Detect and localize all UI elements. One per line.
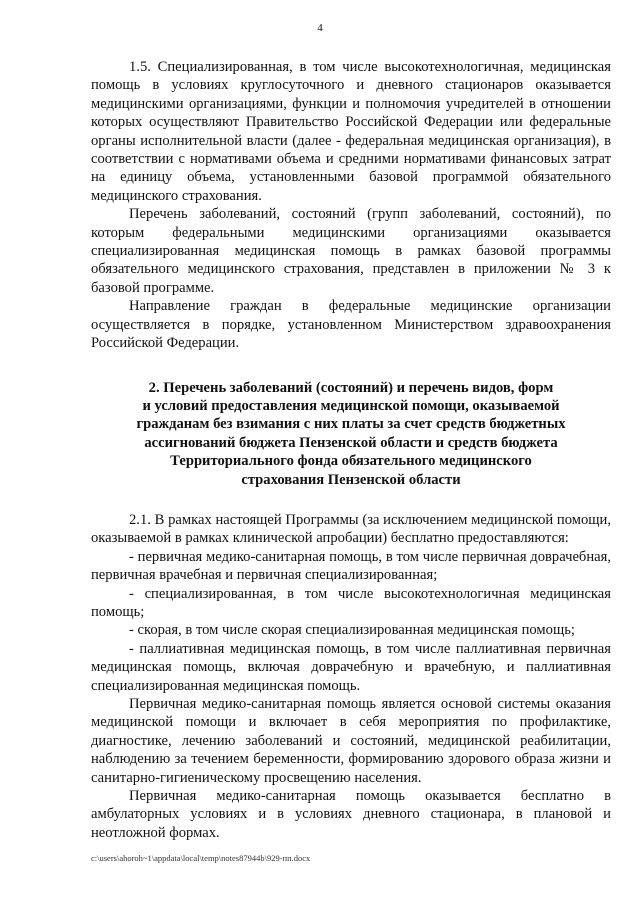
paragraph-1-5: 1.5. Специализированная, в том числе высокотехнологичная, медицинская помощь в условиях круглосуточного и дневного стационаров оказывается медицинскими организациями, функции и полномочия учредителей в отношении которых осуществляют Правительство Российской Федерации или федеральные органы исполнительной власти (далее - федеральная медицинская организация), в соответствии с нормативами объема и средними нормативами финансовых затрат на единицу объема, установленными базовой программой обязательного медицинского страхования.: [91, 59, 611, 204]
section-2-heading: [91, 379, 611, 489]
heading-line: ассигнований бюджета Пензенской области и средств бюджета: [144, 434, 558, 451]
paragraph-2-1: 2.1. В рамках настоящей Программы (за исключением медицинской помощи, оказываемой в рамках клинической апробации) бесплатно предоставляются:: [91, 511, 611, 547]
paragraph-disease-list: Перечень заболеваний, состояний (групп заболеваний, состояний), по которым федеральными медицинскими организациями оказывается специализированная медицинская помощь в рамках базовой программы обязательного медицинского страхования, представлен в приложении № 3 к базовой программе.: [91, 206, 611, 296]
heading-line: 2. Перечень заболеваний (состояний) и перечень видов, форм: [148, 379, 554, 396]
heading-line: страхования Пензенской области: [241, 471, 461, 488]
heading-line: гражданам без взимания с них платы за счет средств бюджетных: [136, 416, 566, 433]
footer-file-path: c:\users\ahoroh~1\appdata\local\temp\notes87944b\929-пп.docx: [91, 853, 311, 863]
page-number: 4: [317, 22, 323, 34]
list-item-primary-care: - первичная медико-санитарная помощь, в том числе первичная доврачебная, первичная врачебная и первичная специализированная;: [91, 548, 611, 584]
document-body: [91, 58, 611, 842]
list-item-specialized-care: - специализированная, в том числе высокотехнологичная медицинская помощь;: [91, 585, 611, 620]
list-item-palliative-care: - паллиативная медицинская помощь, в том числе паллиативная первичная медицинская помощь, включая доврачебную и врачебную, и паллиативная специализированная медицинская помощь.: [91, 640, 611, 694]
heading-line: и условий предоставления медицинской помощи, оказываемой: [142, 397, 560, 414]
paragraph-primary-care-basis: Первичная медико-санитарная помощь является основой системы оказания медицинской помощи и включает в себя мероприятия по профилактике, диагностике, лечению заболеваний и состояний, медицинской реабилитации, наблюдению за течением беременности, формированию здорового образа жизни и санитарно-гигиеническому просвещению населения.: [91, 696, 611, 786]
paragraph-primary-care-free: Первичная медико-санитарная помощь оказывается бесплатно в амбулаторных условиях и в условиях дневного стационара, в плановой и неотложной формах.: [91, 788, 611, 841]
heading-line: Территориального фонда обязательного медицинского: [170, 453, 532, 470]
list-item-emergency-care: - скорая, в том числе скорая специализированная медицинская помощь;: [129, 622, 575, 639]
paragraph-referral: Направление граждан в федеральные медицинские организации осуществляется в порядке, установленном Министерством здравоохранения Российской Федерации.: [91, 298, 611, 352]
